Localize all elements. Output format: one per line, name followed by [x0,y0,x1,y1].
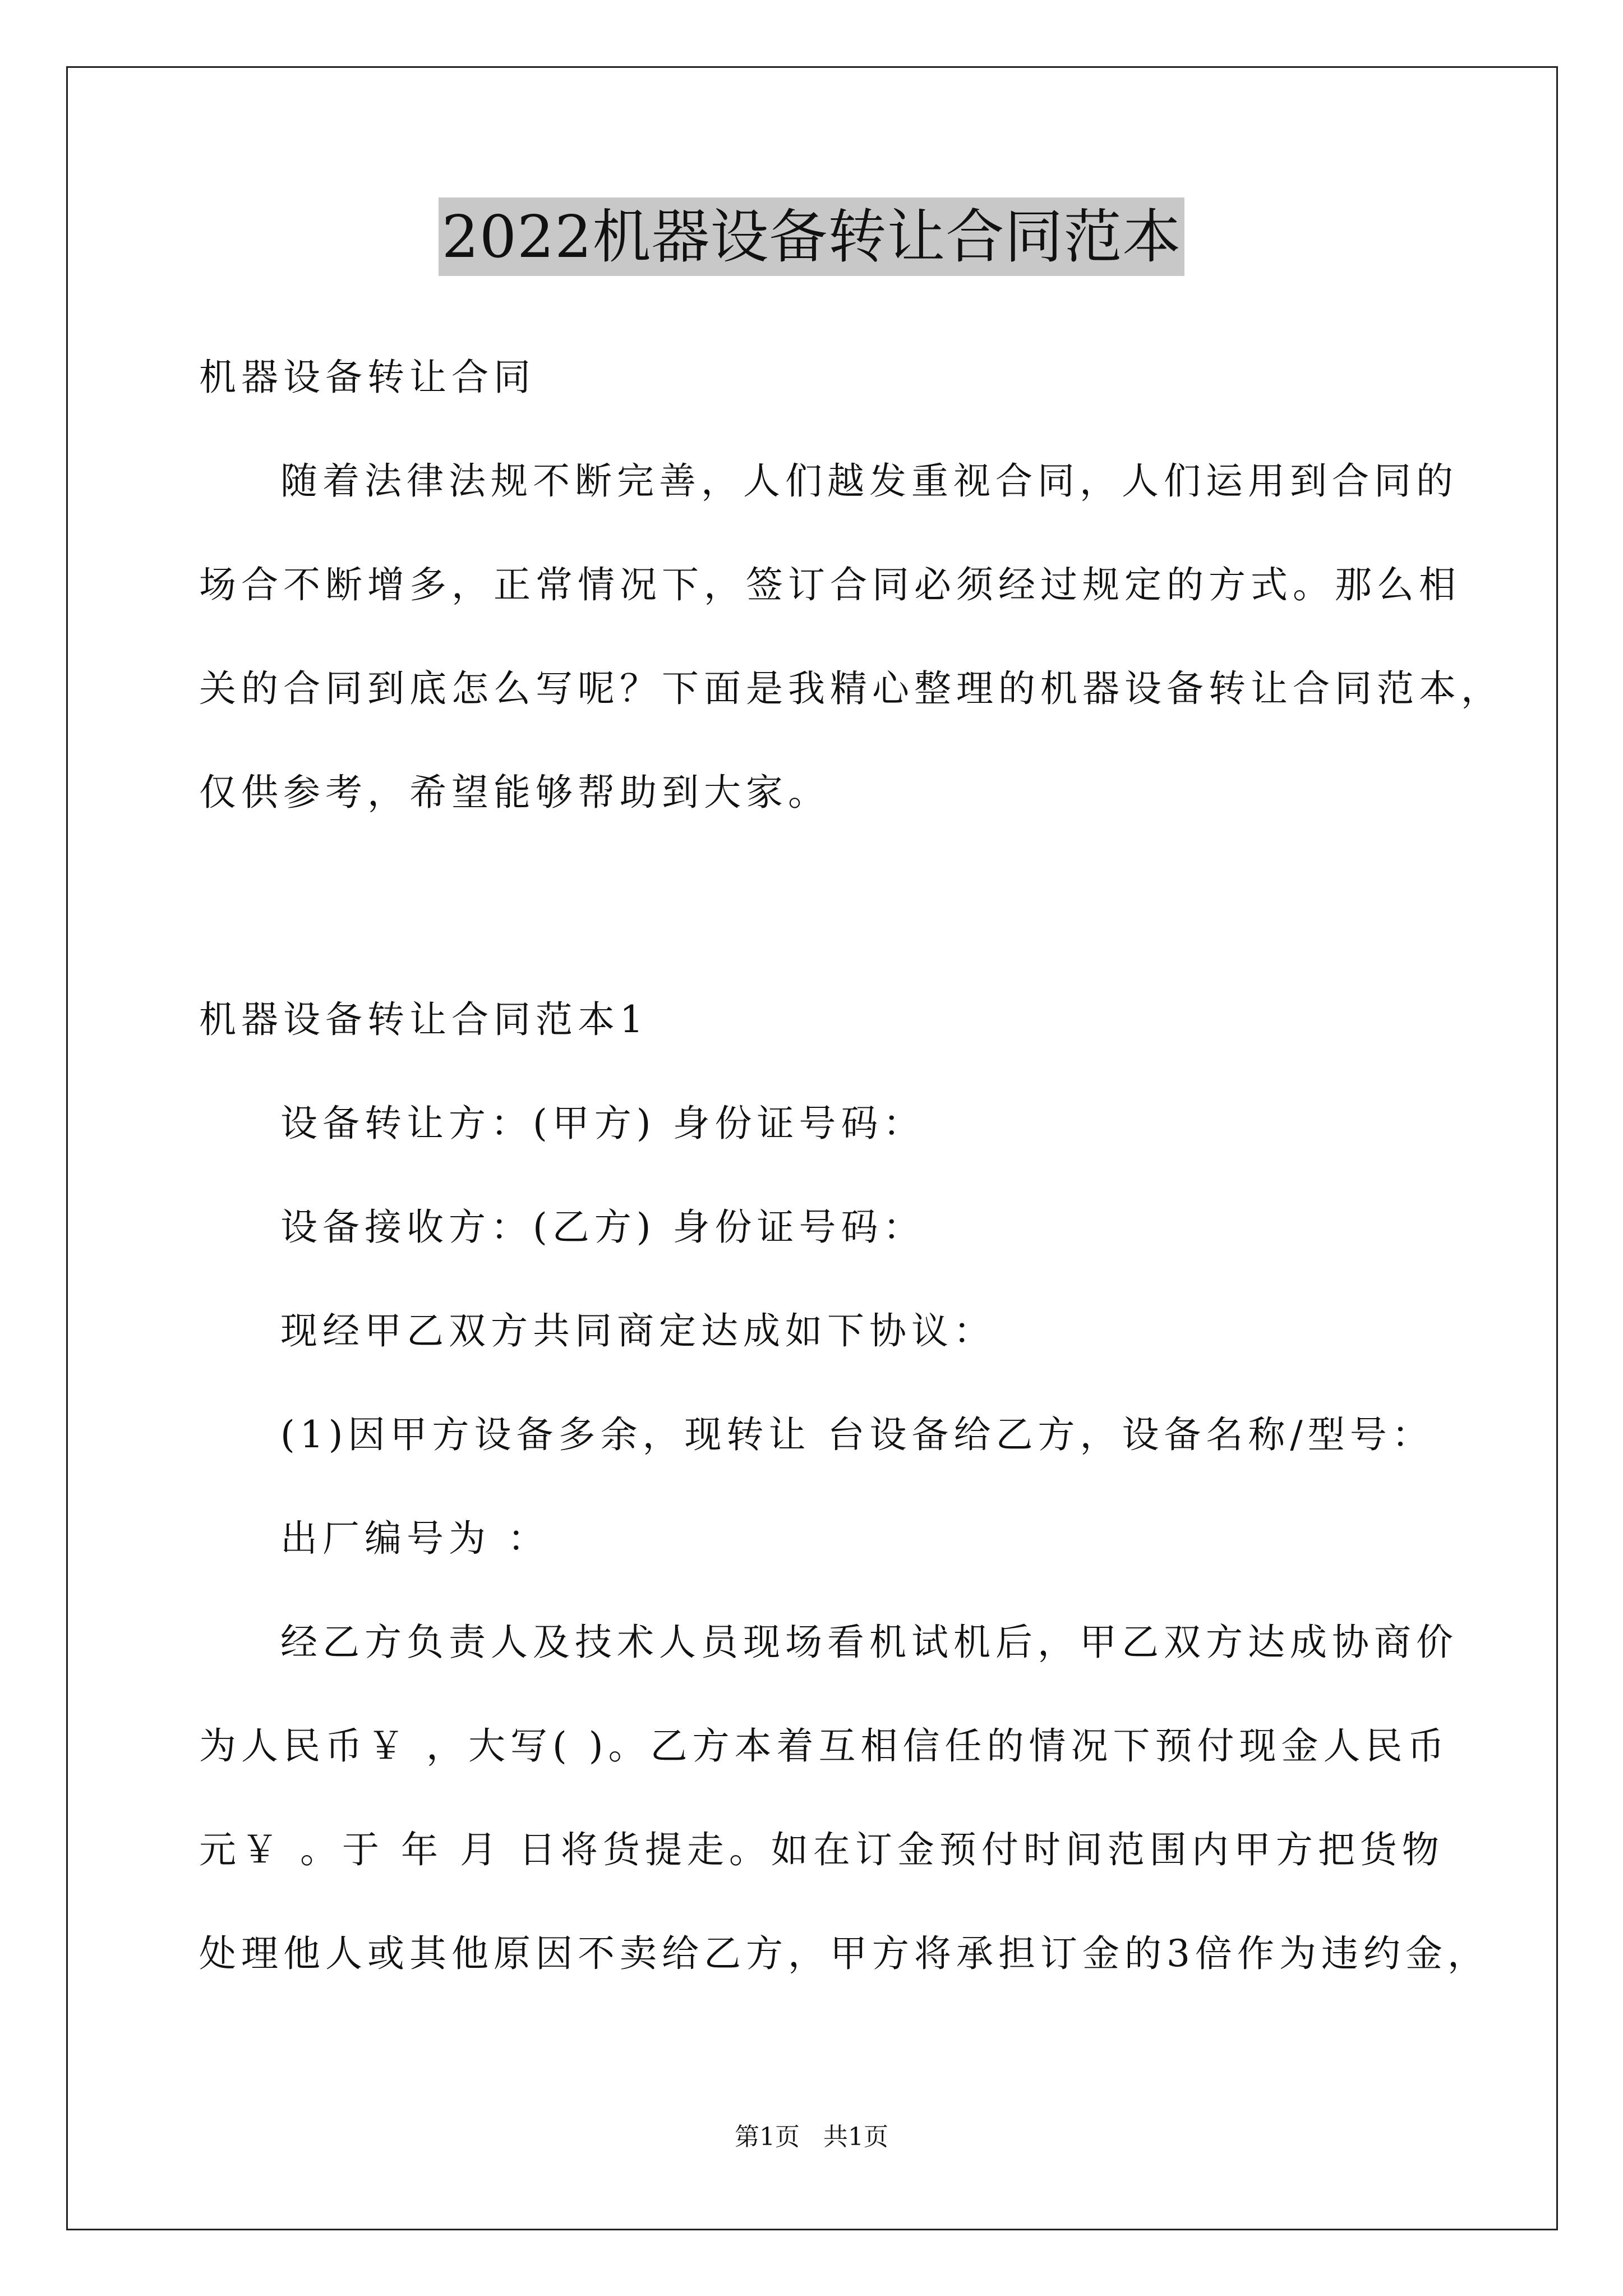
body-line-7: 为人民币￥ ，大写( )。乙方本着互相信任的情况下预付现金人民币 [199,1724,1450,1768]
title-container [0,197,1623,276]
body-line-3: 现经甲乙双方共同商定达成如下协议： [280,1309,995,1352]
body-line-8: 元￥ 。于 年 月 日将货提走。如在订金预付时间范围内甲方把货物 [199,1828,1444,1871]
intro-line-4: 仅供参考，希望能够帮助到大家。 [199,771,830,814]
document-subtitle: 机器设备转让合同 [199,356,536,399]
intro-line-3: 关的合同到底怎么写呢？下面是我精心整理的机器设备转让合同范本， [199,667,1503,710]
section-heading: 机器设备转让合同范本1 [199,998,648,1041]
body-line-4: (1)因甲方设备多余，现转让 台设备给乙方，设备名称/型号： [280,1413,1434,1456]
body-line-1: 设备转让方：(甲方) 身份证号码： [280,1102,925,1145]
body-line-2: 设备接收方：(乙方) 身份证号码： [280,1205,925,1249]
body-line-6: 经乙方负责人及技术人员现场看机试机后，甲乙双方达成协商价 [280,1621,1458,1664]
page-footer: 第1页 共1页 [735,2123,888,2151]
intro-line-1: 随着法律法规不断完善，人们越发重视合同，人们运用到合同的 [280,459,1458,503]
document-title: 2022机器设备转让合同范本 [439,197,1185,276]
intro-line-2: 场合不断增多，正常情况下，签订合同必须经过规定的方式。那么相 [199,563,1461,606]
body-line-9: 处理他人或其他原因不卖给乙方，甲方将承担订金的3倍作为违约金， [199,1932,1490,1975]
body-line-5: 出厂编号为 ： [280,1517,550,1560]
